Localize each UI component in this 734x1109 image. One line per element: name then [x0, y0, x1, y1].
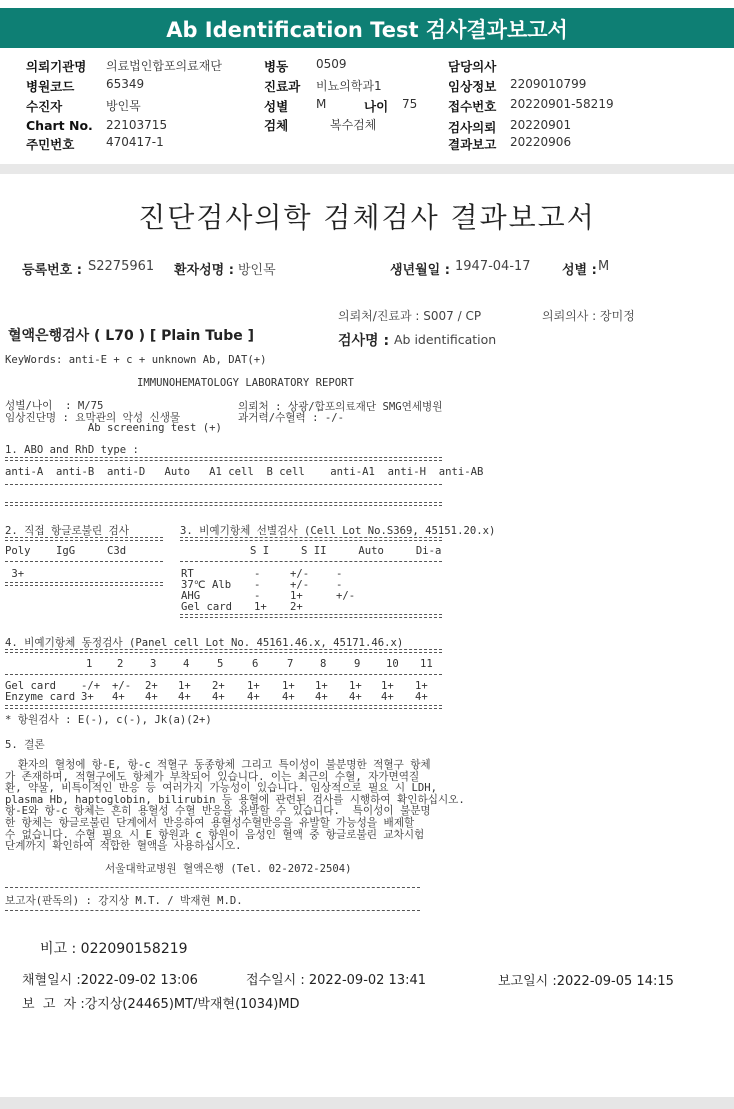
section-conclusion-title: 5. 결론 [5, 739, 45, 751]
panel-cell: 1+ [282, 680, 295, 692]
bottom-bar [0, 1097, 734, 1109]
section-panel-title: 4. 비예기항체 동정검사 (Panel cell Lot No. 45161.46.x, 45171.46.x) [5, 637, 404, 649]
conclusion-line: 가 존재하며, 적혈구에도 항체가 부착되어 있습니다. 이는 최근의 수혈, 자가면역질 [5, 770, 420, 783]
panel-cell: 1+ [178, 680, 191, 692]
panel-cell: 4+ [282, 691, 295, 703]
panel-col-number: 4 [183, 658, 190, 670]
value-test-name: Ab identification [394, 332, 497, 347]
screening-cell-auto: - [336, 579, 343, 591]
panel-col-number: 5 [217, 658, 224, 670]
value-report-sex: M [598, 259, 610, 274]
value-chart-no: 22103715 [106, 118, 168, 132]
conclusion-line: 단계까지 확인하여 적합한 혈액을 사용하십시오. [5, 840, 242, 853]
panel-cell: 1+ [381, 680, 394, 692]
dat-header: Poly IgG C3d [5, 545, 127, 557]
panel-cell: 1+ [247, 680, 260, 692]
double-rule [5, 502, 442, 506]
screening-result: Ab screening test (+) [5, 422, 222, 434]
conclusion-line: plasma Hb, haptoglobin, bilirubin 등 용혈에 관련된 검사를 시행하여 확인하십시오. [5, 793, 465, 806]
label-patient: 수진자 [26, 99, 63, 114]
screening-cell-sii: 2+ [290, 601, 303, 613]
test-group: 혈액은행검사 ( L70 ) [ Plain Tube ] [8, 328, 255, 344]
signoff: 서울대학교병원 혈액은행 (Tel. 02-2072-2504) [105, 863, 352, 875]
panel-cell: 4+ [145, 691, 158, 703]
reported-time: 보고일시 :2022-09-05 14:15 [498, 974, 674, 989]
panel-col-number: 8 [320, 658, 327, 670]
value-patient-name: 방인목 [238, 263, 276, 278]
abo-headers: anti-A anti-B anti-D Auto A1 cell B cell anti-A1 anti-H anti-AB [5, 466, 484, 478]
panel-cell: 1+ [315, 680, 328, 692]
received-time: 접수일시 : 2022-09-02 13:41 [246, 973, 427, 988]
lab-report-title: IMMUNOHEMATOLOGY LABORATORY REPORT [137, 377, 354, 389]
label-chart-no: Chart No. [26, 118, 93, 133]
rule [5, 484, 442, 485]
rule [5, 910, 420, 911]
panel-cell: -/+ [81, 680, 101, 692]
value-receipt-no: 20220901-58219 [510, 97, 614, 111]
label-report-sex: 성별 : [562, 263, 597, 278]
sex-age: 성별/나이 : M/75 [5, 400, 104, 412]
rule [5, 887, 420, 888]
panel-cell: 2+ [145, 680, 158, 692]
label-requesting-org: 의뢰기관명 [26, 59, 87, 74]
screening-cell-sii: +/- [290, 579, 310, 591]
medical-history: 과거력/수혈력 : -/- [238, 412, 345, 424]
reporter-line: 보고자(판독의) : 강지상 M.T. / 박재현 M.D. [5, 895, 243, 907]
label-report-date: 결과보고 [448, 137, 497, 152]
panel-col-number: 10 [386, 658, 399, 670]
rule [5, 674, 442, 675]
value-requesting-org: 의료법인합포의료재단 [106, 59, 222, 73]
collected-time: 채혈일시 :2022-09-02 13:06 [22, 973, 198, 988]
panel-cell: 1+ [349, 680, 362, 692]
conclusion-line: 환, 약물, 비특이적인 반응 등 여러가지 가능성이 있습니다. 임상적으로 필요 시 LDH, [5, 782, 438, 795]
value-report-date: 20220906 [510, 135, 572, 149]
value-registration-no: S2275961 [88, 259, 155, 274]
label-resident-no: 주민번호 [26, 137, 75, 152]
conclusion-line: 환자의 혈청에 항-E, 항-c 적혈구 동종항체 그리고 특이성이 불분명한 적혈구 항체 [5, 759, 431, 771]
value-request-date: 20220901 [510, 118, 572, 132]
label-specimen: 검체 [264, 118, 289, 133]
panel-cell: 4+ [112, 691, 125, 703]
panel-row-name: Enzyme card [5, 691, 76, 703]
value-department: 비뇨의학과1 [316, 79, 382, 93]
label-request-date: 검사의뢰 [448, 120, 497, 135]
panel-cell: 4+ [212, 691, 225, 703]
label-ward: 병동 [264, 59, 289, 74]
panel-col-number: 9 [354, 658, 361, 670]
double-rule [5, 705, 442, 709]
banner-title: Ab Identification Test 검사결과보고서 [166, 18, 568, 42]
double-rule [5, 537, 163, 541]
panel-col-number: 2 [117, 658, 124, 670]
screening-cell-si: - [254, 590, 261, 602]
screening-cell-si: - [254, 579, 261, 591]
section-divider [0, 164, 734, 174]
section-dat-title: 2. 직접 항글로불린 검사 [5, 525, 129, 537]
value-age: 75 [402, 97, 418, 111]
panel-cell: 4+ [178, 691, 191, 703]
label-sex: 성별 [264, 99, 289, 114]
antigen-test: * 항원검사 : E(-), c(-), Jk(a)(2+) [5, 714, 212, 726]
double-rule [180, 537, 442, 541]
panel-cell: +/- [112, 680, 132, 692]
panel-cell: 4+ [415, 691, 428, 703]
referral-site: 의뢰처 : 상광/합포의료재단 SMG연세병원 [238, 401, 443, 413]
section-abo-title: 1. ABO and RhD type : [5, 444, 139, 456]
label-test-name: 검사명 : [338, 333, 390, 349]
section-screening-title: 3. 비예기항체 선별검사 (Cell Lot No.S369, 45151.20.x) [180, 525, 496, 537]
panel-cell: 4+ [381, 691, 394, 703]
screening-cell-sii: 1+ [290, 590, 303, 602]
clinical-diagnosis: 임상진단명 : 요막관의 악성 신생물 [5, 412, 181, 424]
panel-col-number: 3 [150, 658, 157, 670]
panel-col-number: 1 [86, 658, 93, 670]
value-sex: M [316, 97, 327, 111]
panel-cell: 4+ [315, 691, 328, 703]
conclusion-line: 항-E와 항-c 항체는 흔히 용혈성 수혈 반응을 유발할 수 있습니다. 특이성이 불분명 [5, 805, 431, 818]
value-resident-no: 470417-1 [106, 135, 164, 149]
value-hospital-code: 65349 [106, 77, 145, 91]
panel-cell: 2+ [212, 680, 225, 692]
panel-cell: 1+ [415, 680, 428, 692]
label-patient-name: 환자성명 : [174, 263, 234, 278]
value-patient: 방인목 [106, 99, 141, 113]
label-department: 진료과 [264, 79, 301, 94]
label-receipt-no: 접수번호 [448, 99, 497, 114]
final-reporter: 보 고 자 :강지상(24465)MT/박재현(1034)MD [22, 997, 300, 1012]
label-clinical-info: 임상정보 [448, 79, 497, 94]
panel-cell: 3+ [81, 691, 94, 703]
panel-col-number: 11 [420, 658, 433, 670]
label-hospital-code: 병원코드 [26, 79, 75, 94]
screening-cell-si: - [254, 568, 261, 580]
conclusion-line: 한 항체는 항글로불린 단계에서 반응하여 용혈성수혈반응을 유발할 가능성을 배제할 [5, 817, 415, 829]
screening-row-name: RT [181, 568, 194, 580]
panel-col-number: 7 [287, 658, 294, 670]
value-ward: 0509 [316, 57, 347, 71]
conclusion-line: 수 없습니다. 수혈 필요 시 E 항원과 c 항원이 음성인 혈액 중 항글로불린 교차시험 [5, 828, 425, 841]
requesting-doctor: 의뢰의사 : 장미정 [542, 309, 635, 323]
label-age: 나이 [364, 99, 389, 114]
dept-info: 의뢰처/진료과 : S007 / CP [338, 309, 482, 323]
double-rule [180, 614, 442, 618]
screening-cell-auto: - [336, 568, 343, 580]
label-doctor: 담당의사 [448, 59, 497, 74]
screening-row-name: AHG [181, 590, 201, 602]
panel-col-number: 6 [252, 658, 259, 670]
double-rule [5, 649, 442, 653]
screening-row-name: 37℃ Alb [181, 579, 232, 591]
screening-row-name: Gel card [181, 601, 233, 613]
keywords: KeyWords: anti-E + c + unknown Ab, DAT(+) [5, 354, 267, 366]
remarks-barcode: 비고 : 022090158219 [40, 941, 188, 957]
label-registration-no: 등록번호 : [22, 263, 82, 278]
label-birth-date: 생년월일 : [390, 263, 450, 278]
panel-cell: 4+ [247, 691, 260, 703]
screening-cell-auto: +/- [336, 590, 356, 602]
rule [5, 561, 163, 562]
panel-row-name: Gel card [5, 680, 57, 692]
report-title: 진단검사의학 검체검사 결과보고서 [138, 201, 596, 234]
panel-cell: 4+ [349, 691, 362, 703]
value-specimen: 복수검체 [330, 118, 377, 132]
screening-cell-sii: +/- [290, 568, 310, 580]
dat-value: 3+ [5, 568, 25, 580]
screening-header: S I S II Auto Di-a [250, 545, 442, 557]
double-rule [5, 457, 442, 461]
screening-cell-si: 1+ [254, 601, 267, 613]
value-clinical-info: 2209010799 [510, 77, 587, 91]
double-rule [5, 582, 163, 586]
rule [180, 561, 442, 562]
value-birth-date: 1947-04-17 [455, 259, 531, 274]
